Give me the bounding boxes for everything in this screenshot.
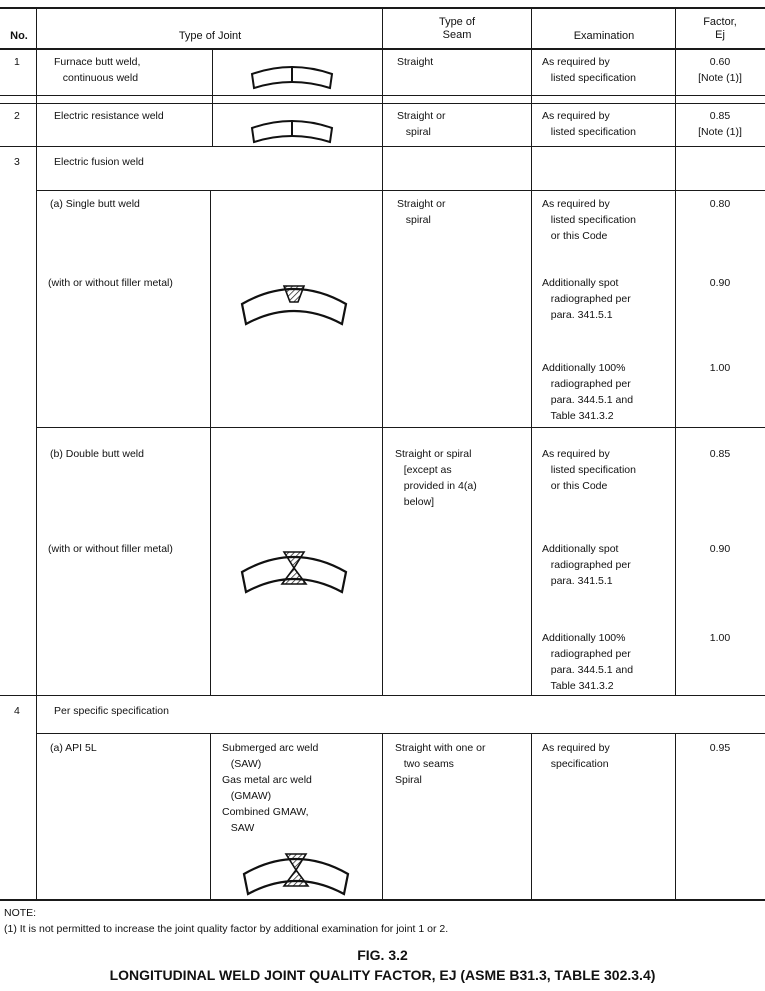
row-4a-process: Submerged arc weld (SAW) Gas metal arc weld (GMAW) Combined GMAW, SAW [222,742,319,834]
row-1-exam: As required by listed specification [542,56,636,84]
row-4a-seam: Straight with one or two seams Spiral [395,742,486,786]
row-1-seam: Straight [397,56,434,68]
row-3a-filler: (with or without filler metal) [48,277,173,289]
header-examination: Examination [573,30,635,42]
row-1-factor: 0.60 [Note (1)] [698,56,742,84]
row-rule-3-label [36,190,765,191]
row-4a-joint: (a) API 5L [50,742,97,754]
row-3b-exam-3: Additionally 100% radiographed per para. 344.5.1 and Table 341.3.2 [542,632,634,692]
row-3b-exam-2: Additionally spot radiographed per para. 341.5.1 [542,543,631,587]
col-rule-seam-3 [382,190,383,695]
row-3b-filler: (with or without filler metal) [48,543,173,555]
row-2-seam: Straight or spiral [397,110,446,138]
col-rule-no [36,8,37,900]
row-4-no: 4 [14,705,20,717]
row-rule-3b [0,695,765,696]
row-3b-exam-1: As required by listed specification or this Code [542,448,636,492]
row-3a-joint: (a) Single butt weld [50,198,140,210]
col-rule-seam-top [382,8,383,190]
row-rule-4-label [36,733,765,734]
figure-title: LONGITUDINAL WELD JOINT QUALITY FACTOR, EJ (ASME B31.3, TABLE 302.3.4) [109,967,656,983]
row-3a-exam-2: Additionally spot radiographed per para. 341.5.1 [542,277,631,321]
row-3b-factor-2: 0.90 [709,543,731,555]
weld-straight-seam-icon [250,60,334,90]
row-4a-factor: 0.95 [709,742,731,754]
row-4a-exam: As required by specification [542,742,610,770]
row-3b-factor-1: 0.85 [709,448,731,460]
row-4-label: Per specific specification [54,705,169,717]
row-3b-factor-3: 1.00 [709,632,731,644]
header-factor: Factor, Ej [703,16,737,41]
row-1-no: 1 [14,56,20,68]
row-3a-seam: Straight or spiral [397,198,446,226]
note-text: (1) It is not permitted to increase the joint quality factor by additional examination for joint 1 or 2. [4,923,449,935]
row-2-factor: 0.85 [Note (1)] [698,110,742,138]
row-3-label: Electric fusion weld [54,156,144,168]
double-butt-weld-icon [238,546,350,594]
row-2-exam: As required by listed specification [542,110,636,138]
row-3b-joint: (b) Double butt weld [50,448,144,460]
row-3a-exam-1: As required by listed specification or this Code [542,198,636,242]
col-rule-sketch-4 [210,733,211,900]
col-rule-factor-3 [675,190,676,695]
weld-straight-seam-icon [250,114,334,144]
row-2-joint: Electric resistance weld [54,110,164,122]
col-rule-seam-4 [382,733,383,900]
double-butt-weld-icon [240,848,352,896]
col-rule-factor-top [675,8,676,190]
row-3a-factor-3: 1.00 [709,362,731,374]
row-3-no: 3 [14,156,20,168]
single-butt-weld-icon [238,278,350,326]
row-3a-exam-3: Additionally 100% radiographed per para. 344.5.1 and Table 341.3.2 [542,362,634,422]
row-3a-factor-1: 0.80 [709,198,731,210]
row-3a-factor-2: 0.90 [709,277,731,289]
col-rule-sketch-3 [210,190,211,695]
col-rule-factor-4 [675,733,676,900]
col-rule-exam-3 [531,190,532,695]
header-no: No. [10,30,28,42]
figure-number: FIG. 3.2 [357,947,408,963]
row-3b-seam: Straight or spiral [except as provided in 4(a) below] [395,448,477,508]
note-heading: NOTE: [4,907,37,919]
col-rule-exam-4 [531,733,532,900]
header-type-of-joint: Type of Joint [178,30,242,42]
row-rule-3a [36,427,765,428]
row-1-joint: Furnace butt weld, continuous weld [54,56,141,84]
col-rule-exam-top [531,8,532,190]
col-rule-sketch-12 [212,48,213,147]
header-type-of-seam: Type of Seam [438,16,476,41]
row-2-no: 2 [14,110,20,122]
